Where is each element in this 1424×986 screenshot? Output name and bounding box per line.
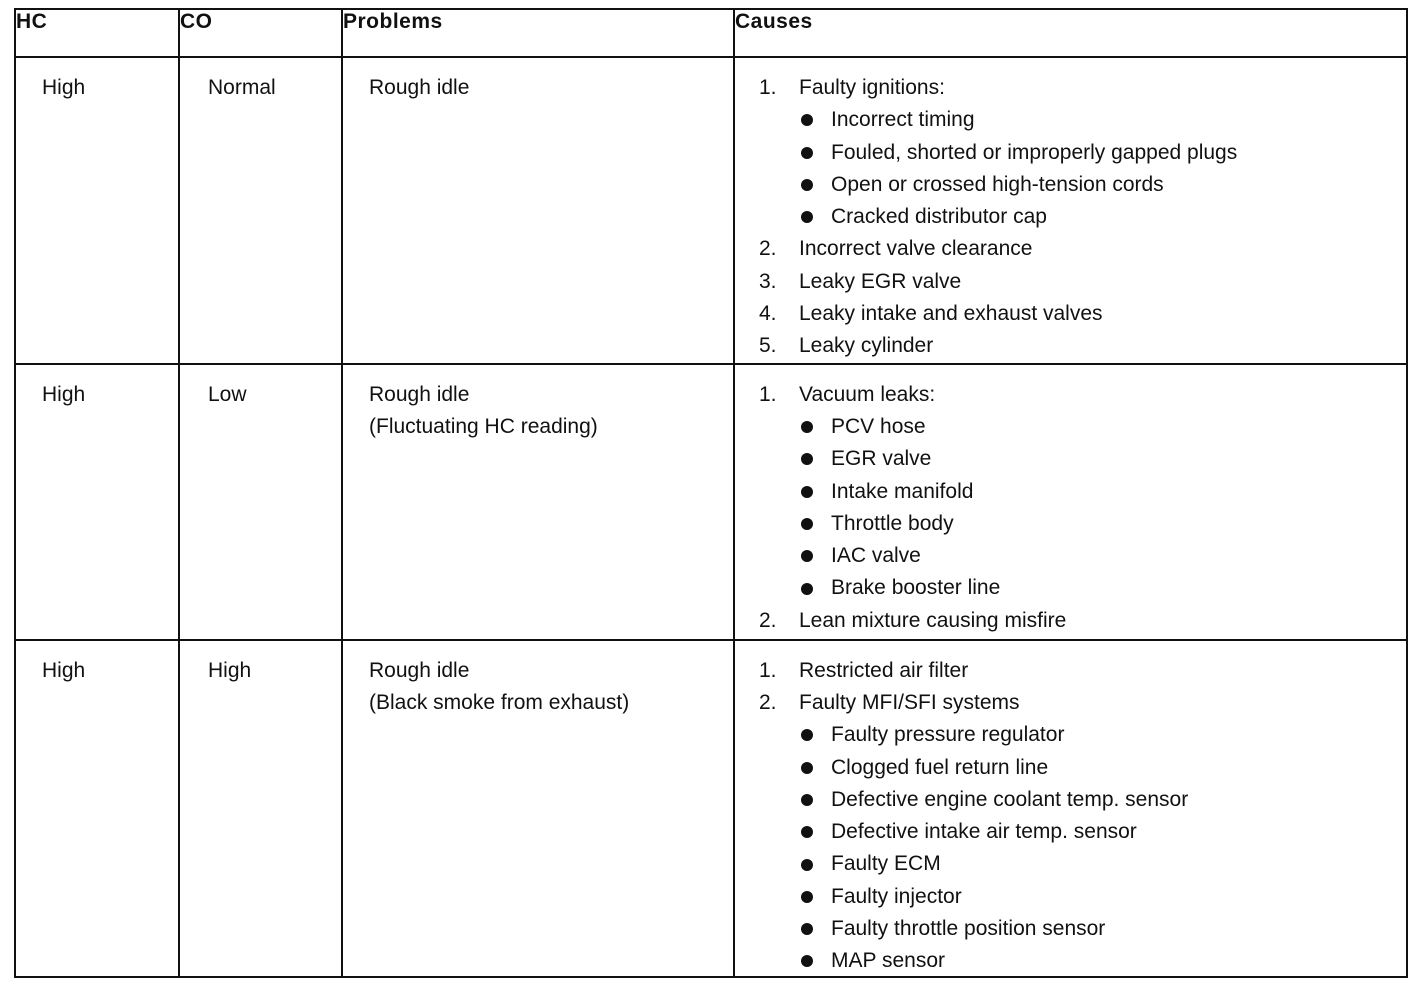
cause-item bbox=[759, 655, 1406, 687]
problem-line: (Fluctuating HC reading) bbox=[369, 414, 598, 438]
cause-subitem bbox=[759, 881, 1406, 913]
table-row bbox=[16, 364, 1406, 640]
co-cell bbox=[179, 640, 342, 978]
hc-cell bbox=[16, 640, 179, 978]
cause-item bbox=[759, 298, 1406, 330]
problem-line: Rough idle bbox=[369, 76, 470, 99]
cause-number: 1. bbox=[759, 76, 777, 99]
bullet-dot-icon bbox=[801, 859, 813, 871]
cause-number: 2. bbox=[759, 608, 777, 632]
co-value: High bbox=[208, 658, 252, 682]
cause-subitem bbox=[759, 784, 1406, 816]
bullet-dot-icon bbox=[801, 794, 813, 806]
bullet-dot-icon bbox=[801, 114, 813, 126]
cause-subitem bbox=[759, 752, 1406, 784]
bullet-dot-icon bbox=[801, 955, 813, 967]
cause-number: 5. bbox=[759, 334, 777, 358]
bullet-dot-icon bbox=[801, 923, 813, 935]
cause-subitem-text: Open or crossed high-tension cords bbox=[831, 172, 1164, 196]
bullet-dot-icon bbox=[801, 486, 813, 498]
cause-subitem bbox=[759, 476, 1406, 508]
problems-cell bbox=[342, 57, 734, 364]
cause-subitem bbox=[759, 719, 1406, 751]
hc-cell bbox=[16, 57, 179, 364]
bullet-dot-icon bbox=[801, 211, 813, 223]
cause-subitem-text: Faulty ECM bbox=[831, 852, 941, 876]
bullet-dot-icon bbox=[801, 550, 813, 562]
cause-item bbox=[759, 266, 1406, 298]
bullet-dot-icon bbox=[801, 729, 813, 741]
cause-subitem-text: Clogged fuel return line bbox=[831, 755, 1049, 779]
cause-text: Incorrect valve clearance bbox=[799, 237, 1033, 261]
cause-subitem-text: Throttle body bbox=[831, 511, 954, 535]
cause-subitem-text: Intake manifold bbox=[831, 479, 974, 503]
bullet-dot-icon bbox=[801, 891, 813, 903]
cause-subitem bbox=[759, 443, 1406, 475]
cause-subitem bbox=[759, 848, 1406, 880]
cause-subitem bbox=[759, 945, 1406, 977]
bullet-dot-icon bbox=[801, 179, 813, 191]
bullet-dot-icon bbox=[801, 147, 813, 159]
cause-subitem bbox=[759, 137, 1406, 169]
cause-subitem-text: Faulty injector bbox=[831, 884, 962, 908]
problem-line: (Black smoke from exhaust) bbox=[369, 690, 630, 714]
cause-text: Restricted air filter bbox=[799, 658, 969, 682]
cause-subitem-text: Fouled, shorted or improperly gapped plugs bbox=[831, 140, 1238, 164]
causes-cell bbox=[734, 57, 1406, 364]
cause-subitem-text: Faulty throttle position sensor bbox=[831, 917, 1106, 941]
cause-subitem bbox=[759, 169, 1406, 201]
bullet-dot-icon bbox=[801, 583, 813, 595]
hc-value: High bbox=[42, 382, 86, 406]
bullet-dot-icon bbox=[801, 518, 813, 530]
hc-value: High bbox=[42, 658, 86, 682]
header-causes: Causes bbox=[734, 10, 1406, 57]
cause-subitem bbox=[759, 411, 1406, 443]
cause-number: 1. bbox=[759, 658, 777, 682]
cause-sublist bbox=[759, 104, 1406, 233]
header-co: CO bbox=[179, 10, 342, 57]
bullet-dot-icon bbox=[801, 826, 813, 838]
cause-number: 3. bbox=[759, 269, 777, 293]
cause-subitem bbox=[759, 540, 1406, 572]
bullet-dot-icon bbox=[801, 421, 813, 433]
emission-diagnosis-table bbox=[16, 10, 1406, 978]
problem-line: Rough idle bbox=[369, 658, 470, 682]
co-cell bbox=[179, 57, 342, 364]
problems-cell bbox=[342, 640, 734, 978]
cause-number: 1. bbox=[759, 382, 777, 406]
cause-subitem-text: Incorrect timing bbox=[831, 108, 975, 132]
diagnosis-table-frame bbox=[14, 8, 1408, 978]
causes-cell bbox=[734, 364, 1406, 640]
cause-subitem-text: PCV hose bbox=[831, 414, 926, 438]
cause-subitem-text: EGR valve bbox=[831, 447, 932, 471]
cause-subitem-text: IAC valve bbox=[831, 544, 921, 568]
cause-item bbox=[759, 233, 1406, 265]
cause-subitem bbox=[759, 201, 1406, 233]
cause-item bbox=[759, 605, 1406, 637]
hc-cell bbox=[16, 364, 179, 640]
table-row bbox=[16, 640, 1406, 978]
cause-text: Leaky EGR valve bbox=[799, 269, 962, 293]
cause-subitem-text: MAP sensor bbox=[831, 949, 945, 973]
cause-text: Leaky cylinder bbox=[799, 334, 934, 358]
causes-cell bbox=[734, 640, 1406, 978]
cause-text: Vacuum leaks: bbox=[799, 382, 936, 406]
cause-item bbox=[759, 330, 1406, 362]
cause-subitem bbox=[759, 104, 1406, 136]
problems-cell bbox=[342, 364, 734, 640]
cause-item bbox=[759, 72, 1406, 104]
cause-item bbox=[759, 687, 1406, 719]
hc-value: High bbox=[42, 76, 86, 99]
cause-sublist bbox=[759, 719, 1406, 977]
problem-line: Rough idle bbox=[369, 382, 470, 406]
cause-sublist bbox=[759, 411, 1406, 605]
cause-subitem bbox=[759, 572, 1406, 604]
cause-subitem bbox=[759, 913, 1406, 945]
header-row bbox=[16, 10, 1406, 57]
header-problems: Problems bbox=[342, 10, 734, 57]
co-value: Normal bbox=[208, 76, 276, 99]
cause-text: Faulty MFI/SFI systems bbox=[799, 690, 1020, 714]
co-value: Low bbox=[208, 382, 247, 406]
header-hc: HC bbox=[16, 10, 179, 57]
bullet-dot-icon bbox=[801, 762, 813, 774]
table-row bbox=[16, 57, 1406, 364]
cause-text: Lean mixture causing misfire bbox=[799, 608, 1067, 632]
cause-number: 4. bbox=[759, 302, 777, 326]
cause-number: 2. bbox=[759, 237, 777, 261]
co-cell bbox=[179, 364, 342, 640]
cause-subitem bbox=[759, 508, 1406, 540]
cause-subitem-text: Defective intake air temp. sensor bbox=[831, 820, 1137, 844]
cause-subitem-text: Cracked distributor cap bbox=[831, 205, 1047, 229]
cause-subitem-text: Defective engine coolant temp. sensor bbox=[831, 787, 1189, 811]
cause-subitem-text: Brake booster line bbox=[831, 576, 1001, 600]
cause-text: Faulty ignitions: bbox=[799, 76, 945, 99]
cause-subitem bbox=[759, 816, 1406, 848]
cause-item bbox=[759, 379, 1406, 411]
cause-subitem-text: Faulty pressure regulator bbox=[831, 723, 1065, 747]
cause-text: Leaky intake and exhaust valves bbox=[799, 302, 1103, 326]
bullet-dot-icon bbox=[801, 453, 813, 465]
cause-number: 2. bbox=[759, 690, 777, 714]
